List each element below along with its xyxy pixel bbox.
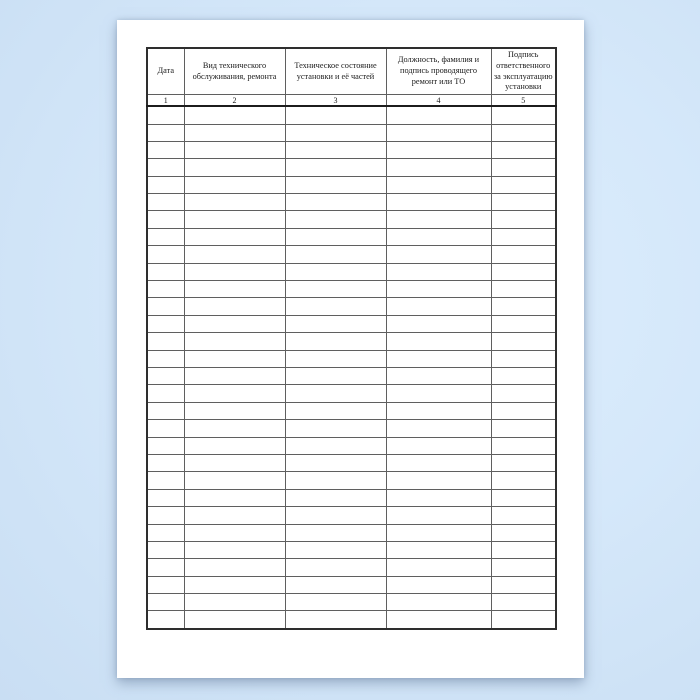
- empty-cell: [147, 228, 184, 245]
- empty-cell: [285, 176, 386, 193]
- empty-cell: [491, 437, 556, 454]
- empty-cell: [491, 124, 556, 141]
- empty-cell: [386, 437, 491, 454]
- column-number: 1: [147, 95, 184, 107]
- empty-cell: [491, 106, 556, 124]
- empty-cell: [386, 141, 491, 158]
- empty-cell: [491, 576, 556, 593]
- empty-cell: [184, 106, 285, 124]
- table-row: [147, 315, 556, 332]
- empty-cell: [147, 315, 184, 332]
- empty-cell: [184, 298, 285, 315]
- table-row: [147, 159, 556, 176]
- empty-cell: [147, 611, 184, 629]
- table-row: [147, 385, 556, 402]
- column-header-responsible-signature: Подпись ответственного за эксплуатацию установки: [491, 48, 556, 95]
- empty-cell: [184, 263, 285, 280]
- empty-cell: [491, 228, 556, 245]
- empty-cell: [491, 472, 556, 489]
- empty-cell: [386, 246, 491, 263]
- table-body: [147, 106, 556, 629]
- empty-cell: [184, 454, 285, 471]
- table-row: [147, 437, 556, 454]
- empty-cell: [184, 420, 285, 437]
- column-header-date: Дата: [147, 48, 184, 95]
- empty-cell: [184, 437, 285, 454]
- column-number: 3: [285, 95, 386, 107]
- empty-cell: [285, 576, 386, 593]
- empty-cell: [285, 281, 386, 298]
- empty-cell: [386, 350, 491, 367]
- empty-cell: [184, 524, 285, 541]
- empty-cell: [386, 159, 491, 176]
- empty-cell: [285, 594, 386, 611]
- empty-cell: [386, 263, 491, 280]
- empty-cell: [386, 472, 491, 489]
- empty-cell: [491, 420, 556, 437]
- empty-cell: [147, 385, 184, 402]
- empty-cell: [491, 246, 556, 263]
- empty-cell: [147, 507, 184, 524]
- empty-cell: [147, 454, 184, 471]
- empty-cell: [184, 281, 285, 298]
- empty-cell: [184, 472, 285, 489]
- empty-cell: [491, 367, 556, 384]
- document-page: [117, 20, 584, 678]
- table-row: [147, 559, 556, 576]
- empty-cell: [491, 194, 556, 211]
- empty-cell: [386, 228, 491, 245]
- table-row: [147, 611, 556, 629]
- empty-cell: [184, 611, 285, 629]
- empty-cell: [491, 298, 556, 315]
- empty-cell: [386, 420, 491, 437]
- empty-cell: [184, 159, 285, 176]
- table-row: [147, 211, 556, 228]
- column-number-row: [147, 95, 556, 107]
- empty-cell: [491, 263, 556, 280]
- empty-cell: [386, 176, 491, 193]
- empty-cell: [386, 507, 491, 524]
- empty-cell: [147, 402, 184, 419]
- empty-cell: [491, 315, 556, 332]
- table-row: [147, 350, 556, 367]
- empty-cell: [285, 559, 386, 576]
- empty-cell: [491, 350, 556, 367]
- empty-cell: [491, 611, 556, 629]
- empty-cell: [491, 524, 556, 541]
- empty-cell: [386, 385, 491, 402]
- empty-cell: [386, 402, 491, 419]
- column-number: 5: [491, 95, 556, 107]
- empty-cell: [285, 141, 386, 158]
- empty-cell: [147, 437, 184, 454]
- empty-cell: [147, 281, 184, 298]
- empty-cell: [491, 333, 556, 350]
- empty-cell: [386, 524, 491, 541]
- table-row: [147, 489, 556, 506]
- table-row: [147, 194, 556, 211]
- empty-cell: [491, 176, 556, 193]
- empty-cell: [184, 385, 285, 402]
- empty-cell: [491, 489, 556, 506]
- table-header: [147, 48, 556, 106]
- empty-cell: [184, 141, 285, 158]
- empty-cell: [184, 228, 285, 245]
- table-row: [147, 176, 556, 193]
- empty-cell: [147, 541, 184, 558]
- empty-cell: [285, 541, 386, 558]
- empty-cell: [491, 454, 556, 471]
- table-row: [147, 246, 556, 263]
- table-row: [147, 333, 556, 350]
- empty-cell: [285, 611, 386, 629]
- empty-cell: [147, 333, 184, 350]
- empty-cell: [386, 106, 491, 124]
- column-number: 2: [184, 95, 285, 107]
- empty-cell: [285, 524, 386, 541]
- empty-cell: [491, 159, 556, 176]
- empty-cell: [386, 541, 491, 558]
- empty-cell: [147, 472, 184, 489]
- empty-cell: [147, 350, 184, 367]
- empty-cell: [184, 507, 285, 524]
- empty-cell: [285, 298, 386, 315]
- empty-cell: [491, 507, 556, 524]
- empty-cell: [184, 211, 285, 228]
- empty-cell: [285, 385, 386, 402]
- table-row: [147, 576, 556, 593]
- table-row: [147, 402, 556, 419]
- table-row: [147, 281, 556, 298]
- empty-cell: [386, 489, 491, 506]
- empty-cell: [285, 159, 386, 176]
- empty-cell: [184, 576, 285, 593]
- empty-cell: [386, 281, 491, 298]
- empty-cell: [184, 315, 285, 332]
- empty-cell: [184, 402, 285, 419]
- empty-cell: [184, 559, 285, 576]
- empty-cell: [147, 194, 184, 211]
- table-row: [147, 472, 556, 489]
- empty-cell: [147, 420, 184, 437]
- empty-cell: [491, 385, 556, 402]
- empty-cell: [184, 246, 285, 263]
- table-row: [147, 263, 556, 280]
- empty-cell: [491, 594, 556, 611]
- header-row: [147, 48, 556, 95]
- empty-cell: [386, 194, 491, 211]
- column-header-technical-condition: Техническое состояние установки и её частей: [285, 48, 386, 95]
- table-row: [147, 106, 556, 124]
- empty-cell: [184, 541, 285, 558]
- table-row: [147, 420, 556, 437]
- empty-cell: [386, 315, 491, 332]
- empty-cell: [386, 333, 491, 350]
- empty-cell: [386, 611, 491, 629]
- empty-cell: [285, 350, 386, 367]
- empty-cell: [147, 211, 184, 228]
- empty-cell: [285, 454, 386, 471]
- empty-cell: [147, 559, 184, 576]
- empty-cell: [386, 211, 491, 228]
- empty-cell: [147, 489, 184, 506]
- table-row: [147, 141, 556, 158]
- empty-cell: [147, 524, 184, 541]
- empty-cell: [285, 333, 386, 350]
- table-row: [147, 124, 556, 141]
- empty-cell: [386, 298, 491, 315]
- empty-cell: [285, 246, 386, 263]
- table-row: [147, 367, 556, 384]
- table-row: [147, 454, 556, 471]
- empty-cell: [147, 263, 184, 280]
- table-row: [147, 228, 556, 245]
- empty-cell: [491, 211, 556, 228]
- empty-cell: [285, 402, 386, 419]
- empty-cell: [147, 246, 184, 263]
- empty-cell: [184, 489, 285, 506]
- empty-cell: [386, 124, 491, 141]
- empty-cell: [285, 437, 386, 454]
- empty-cell: [147, 106, 184, 124]
- empty-cell: [147, 367, 184, 384]
- empty-cell: [491, 559, 556, 576]
- table-row: [147, 298, 556, 315]
- empty-cell: [285, 106, 386, 124]
- empty-cell: [184, 367, 285, 384]
- empty-cell: [386, 576, 491, 593]
- empty-cell: [184, 124, 285, 141]
- empty-cell: [285, 489, 386, 506]
- column-header-person-conducting: Должность, фамилия и подпись проводящего ремонт или ТО: [386, 48, 491, 95]
- empty-cell: [285, 507, 386, 524]
- empty-cell: [184, 350, 285, 367]
- empty-cell: [285, 124, 386, 141]
- empty-cell: [285, 194, 386, 211]
- empty-cell: [386, 367, 491, 384]
- empty-cell: [147, 124, 184, 141]
- column-header-maintenance-type: Вид технического обслуживания, ремонта: [184, 48, 285, 95]
- empty-cell: [285, 472, 386, 489]
- empty-cell: [491, 281, 556, 298]
- empty-cell: [184, 594, 285, 611]
- empty-cell: [147, 298, 184, 315]
- column-number: 4: [386, 95, 491, 107]
- maintenance-log-table: [146, 47, 557, 630]
- empty-cell: [491, 141, 556, 158]
- empty-cell: [285, 263, 386, 280]
- table-row: [147, 507, 556, 524]
- empty-cell: [386, 559, 491, 576]
- empty-cell: [184, 176, 285, 193]
- empty-cell: [285, 211, 386, 228]
- empty-cell: [285, 315, 386, 332]
- empty-cell: [285, 228, 386, 245]
- table-row: [147, 524, 556, 541]
- empty-cell: [147, 594, 184, 611]
- empty-cell: [184, 333, 285, 350]
- empty-cell: [147, 159, 184, 176]
- empty-cell: [285, 367, 386, 384]
- empty-cell: [147, 141, 184, 158]
- empty-cell: [147, 176, 184, 193]
- empty-cell: [147, 576, 184, 593]
- table-row: [147, 594, 556, 611]
- empty-cell: [491, 402, 556, 419]
- empty-cell: [386, 594, 491, 611]
- empty-cell: [285, 420, 386, 437]
- empty-cell: [184, 194, 285, 211]
- empty-cell: [386, 454, 491, 471]
- empty-cell: [491, 541, 556, 558]
- table-row: [147, 541, 556, 558]
